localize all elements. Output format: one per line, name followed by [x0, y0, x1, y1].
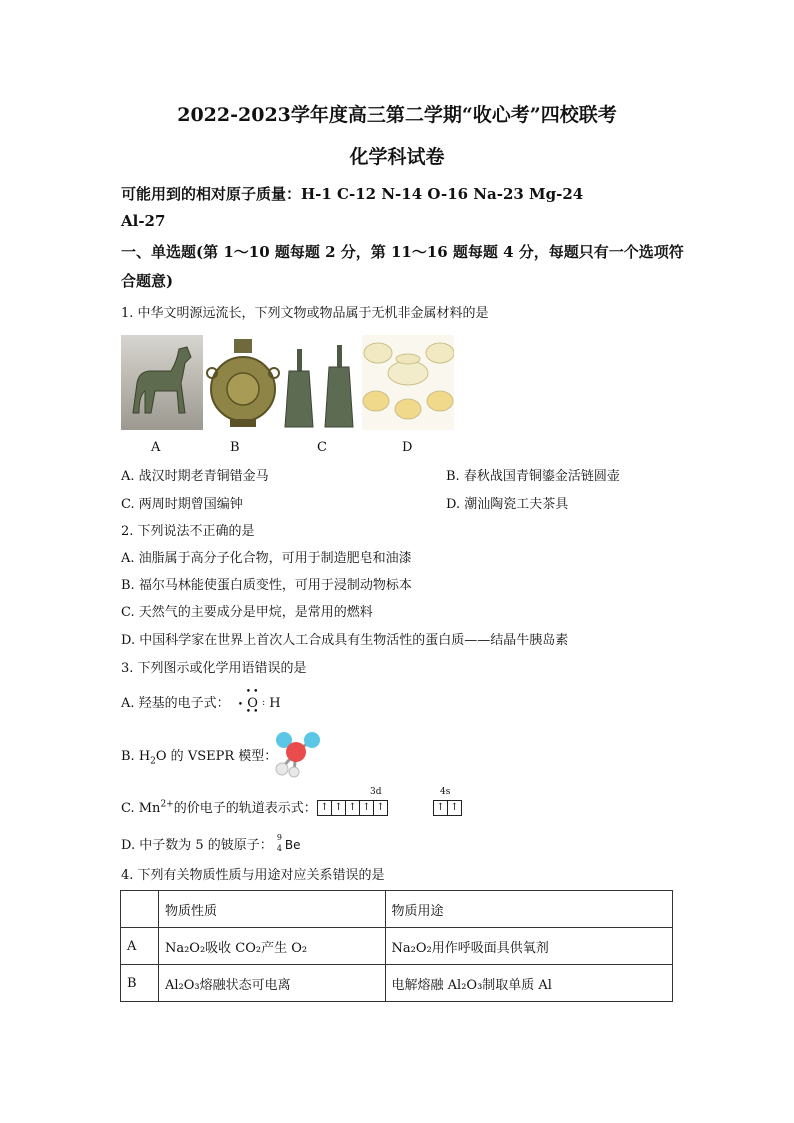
property-use-table — [120, 890, 673, 1002]
table-header-cell: 物质用途 — [385, 891, 672, 928]
q4-stem: 4. 下列有关物质性质与用途对应关系错误的是 — [121, 868, 385, 883]
exam-title: 2022-2023学年度高三第二学期“收心考”四校联考 — [177, 104, 617, 126]
q1-option-a: A. 战汉时期老青铜错金马 — [121, 469, 269, 484]
label-3d: 3d — [370, 787, 382, 797]
q3-option-b — [121, 745, 277, 767]
q3-option-a-text: A. 羟基的电子式： — [121, 696, 230, 711]
oxygen-symbol: O — [247, 696, 258, 711]
caption-c: C — [317, 440, 327, 455]
orbital-4s-boxes — [433, 800, 462, 816]
q3-option-c-sup: 2+ — [160, 799, 174, 810]
q3-option-a — [121, 687, 281, 717]
row-property: Na₂O₂吸收 CO₂产生 O₂ — [158, 928, 385, 965]
q3-option-c-prefix: C. Mn — [121, 801, 161, 816]
orbital-3d-5: ↑ — [376, 802, 385, 813]
orbital-3d-3: ↑ — [346, 801, 360, 815]
row-use: 电解熔融 Al₂O₃制取单质 Al — [385, 965, 672, 1002]
be-symbol: Be — [284, 838, 301, 852]
caption-d: D — [402, 440, 413, 455]
atomic-mass-line-2: Al-27 — [121, 212, 166, 230]
q2-option-a: A. 油脂属于高分子化合物，可用于制造肥皂和油漆 — [121, 551, 412, 566]
q1-option-c: C. 两周时期曾国编钟 — [121, 497, 243, 512]
table-row — [121, 965, 673, 1002]
orbital-3d-1: ↑ — [318, 801, 332, 815]
q1-stem: 1. 中华文明源远流长，下列文物或物品属于无机非金属材料的是 — [121, 306, 489, 321]
q1-option-b: B. 春秋战国青铜鎏金活链圆壶 — [446, 469, 620, 484]
q2-option-b: B. 福尔马林能使蛋白质变性，可用于浸制动物标本 — [121, 578, 412, 593]
bronze-pot-image — [204, 335, 282, 430]
orbital-3d-4: ↑ — [360, 801, 374, 815]
beryllium-nuclide — [276, 832, 297, 853]
table-header-row — [121, 891, 673, 928]
q3-stem: 3. 下列图示或化学用语错误的是 — [121, 661, 307, 676]
table-row — [121, 928, 673, 965]
orbital-4s-2: ↑ — [450, 802, 459, 813]
q3-option-c — [121, 797, 317, 816]
q2-option-d: D. 中国科学家在世界上首次人工合成具有生物活性的蛋白质——结晶牛胰岛素 — [121, 633, 569, 648]
bronze-bells-image — [283, 335, 361, 430]
q3-option-d-text: D. 中子数为 5 的铍原子： — [121, 838, 273, 853]
bronze-horse-image — [121, 335, 203, 430]
ceramic-tea-set-image — [362, 335, 454, 430]
atomic-mass-line: 可能用到的相对原子质量：H-1 C-12 N-14 O-16 Na-23 Mg-24 — [121, 185, 584, 203]
be-mass-number: 9 — [276, 832, 282, 842]
be-atomic-number: 4 — [276, 843, 282, 853]
orbital-4s-1: ↑ — [434, 801, 448, 815]
q3-option-b-sub: 2 — [150, 756, 156, 767]
section-heading-2: 合题意) — [121, 272, 174, 290]
vsepr-model-image — [272, 728, 324, 778]
q3-option-b-text: O 的 VSEPR 模型： — [155, 749, 278, 764]
row-use: Na₂O₂用作呼吸面具供氧剂 — [385, 928, 672, 965]
section-heading: 一、单选题(第 1～10 题每题 2 分，第 11～16 题每题 4 分，每题只有一个选项符 — [121, 243, 684, 261]
q3-option-c-text: 的价电子的轨道表示式： — [173, 801, 317, 816]
exam-subtitle: 化学科试卷 — [349, 146, 445, 168]
q3-option-d — [121, 834, 301, 853]
caption-b: B — [230, 440, 240, 455]
row-label: A — [121, 928, 159, 965]
row-property: Al₂O₃熔融状态可电离 — [158, 965, 385, 1002]
label-4s: 4s — [440, 787, 451, 797]
q1-option-d: D. 潮汕陶瓷工夫茶具 — [446, 497, 569, 512]
row-label: B — [121, 965, 159, 1002]
orbital-3d-2: ↑ — [332, 801, 346, 815]
orbital-3d-boxes — [317, 800, 388, 816]
q3-option-b-prefix: B. H — [121, 749, 151, 764]
hydroxyl-electron-formula: •• •• • O : H — [237, 687, 281, 717]
caption-a: A — [151, 440, 161, 455]
table-header-cell: 物质性质 — [158, 891, 385, 928]
hydrogen-symbol: H — [269, 696, 281, 711]
q2-stem: 2. 下列说法不正确的是 — [121, 524, 255, 539]
q2-option-c: C. 天然气的主要成分是甲烷，是常用的燃料 — [121, 605, 373, 620]
table-header-cell — [121, 891, 159, 928]
